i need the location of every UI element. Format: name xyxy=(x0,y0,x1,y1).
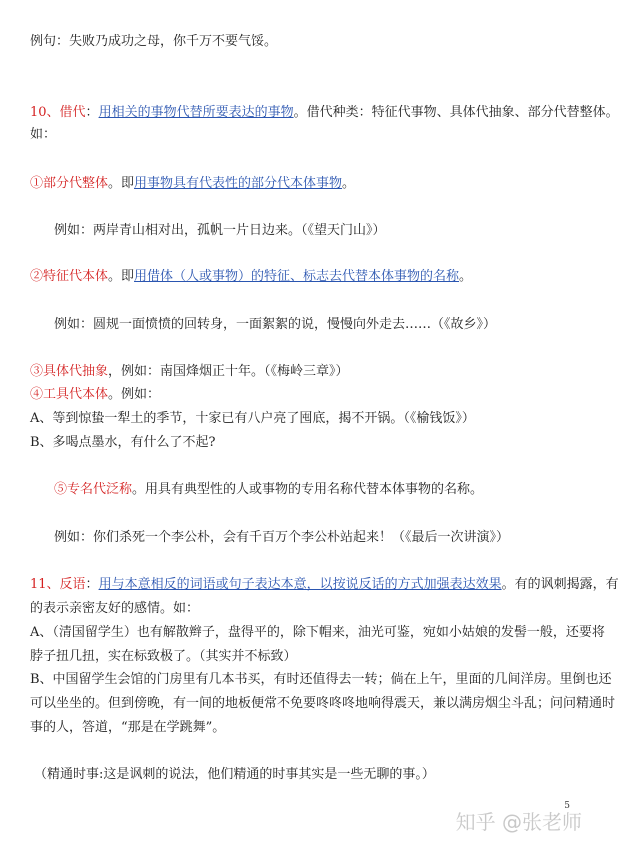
part4-title: ④工具代本体 xyxy=(30,387,109,402)
part3-title: ③具体代抽象 xyxy=(30,364,109,379)
part4-example-b xyxy=(30,434,216,452)
section-11-example-b3 xyxy=(30,719,225,737)
part4-lead: 。例如： xyxy=(108,387,161,402)
part2-example xyxy=(54,316,496,334)
part1-mid: 。即 xyxy=(108,176,135,191)
section-11-number: 11、反语 xyxy=(30,577,86,592)
section-11-example-b2 xyxy=(30,695,615,713)
part5-title: ⑤专名代泛称 xyxy=(54,482,133,497)
section-11-example-b3-text: 事的人，答道，“那是在学跳舞”。 xyxy=(30,720,226,735)
example-text: 例句：失败乃成功之母，你千万不要气馁。 xyxy=(30,34,278,49)
part2-end: 。 xyxy=(459,269,473,284)
part3-line xyxy=(30,363,349,381)
part5-heading-line xyxy=(54,481,483,499)
part2-heading-line xyxy=(30,268,472,286)
part3-example: ，例如：南国烽烟正十年。（《梅岭三章》） xyxy=(108,364,349,379)
section-11-example-a2-text: 脖子扭几扭，实在标致极了。（其实并不标致） xyxy=(30,649,297,664)
section-11-example-a2 xyxy=(30,648,297,666)
part1-end: 。 xyxy=(342,176,356,191)
section-10-definition[interactable]: 用相关的事物代替所要表达的事物 xyxy=(98,105,294,120)
part2-definition[interactable]: 用借体（人或事物）的特征、标志去代替本体事物的名称 xyxy=(134,269,460,284)
section-10-heading-line xyxy=(30,104,619,122)
section-11-example-a1 xyxy=(30,624,605,642)
part1-example-text: 例如：两岸青山相对出，孤帆一片日边来。（《望天门山》） xyxy=(54,223,386,238)
section-11-example-b2-text: 可以坐坐的。但到傍晚，有一间的地板便常不免要咚咚咚地响得震天，兼以满房烟尘斗乱；问问精通时 xyxy=(30,696,616,711)
part2-mid: 。即 xyxy=(108,269,135,284)
section-11-note-text: （精通时事:这是讽刺的说法，他们精通的时事其实是一些无聊的事。） xyxy=(34,767,435,782)
part4-line xyxy=(30,386,160,404)
section-11-example-b1-text: B、中国留学生会馆的门房里有几本书买，有时还值得去一转；倘在上午，里面的几间洋房。里倒也还 xyxy=(30,672,612,687)
part5-example xyxy=(54,529,509,547)
part1-definition[interactable]: 用事物具有代表性的部分代本体事物 xyxy=(134,176,343,191)
page-number: 5 xyxy=(564,801,570,811)
section-11-example-a1-text: A、（清国留学生）也有解散辫子，盘得平的，除下帽来，油光可鉴，宛如小姑娘的发髻一般，还要将 xyxy=(30,625,605,640)
part2-example-text: 例如：圆规一面愤愤的回转身，一面絮絮的说，慢慢向外走去……（《故乡》） xyxy=(54,317,497,332)
part1-example xyxy=(54,222,386,240)
section-11-example-b1 xyxy=(30,671,612,689)
section-10-colon: ： xyxy=(85,105,99,120)
part5-example-text: 例如：你们杀死一个李公朴，会有千百万个李公朴站起来！（《最后一次讲演》） xyxy=(54,530,510,545)
example-sentence-line xyxy=(30,33,277,51)
section-11-note xyxy=(34,766,435,784)
section-10-types-cont: 如： xyxy=(30,127,57,142)
section-11-definition[interactable]: 用与本意相反的词语或句子表达本意，以按说反话的方式加强表达效果 xyxy=(98,577,502,592)
part1-title: ①部分代整体 xyxy=(30,176,109,191)
section-11-colon: ： xyxy=(85,577,99,592)
section-10-heading-cont xyxy=(30,126,56,144)
part5-definition: 。用具有典型性的人或事物的专用名称代替本体事物的名称。 xyxy=(132,482,484,497)
part4-example-a xyxy=(30,410,475,428)
section-10-number: 10、借代 xyxy=(30,105,86,120)
section-10-types: 。借代种类：特征代事物、具体代抽象、部分代替整体。 xyxy=(293,105,619,120)
section-11-heading-cont xyxy=(30,600,199,618)
watermark: 知乎 @张老师 xyxy=(455,810,582,834)
part4-example-b-text: B、多喝点墨水，有什么了不起? xyxy=(30,435,216,450)
part2-title: ②特征代本体 xyxy=(30,269,109,284)
part1-heading-line xyxy=(30,175,355,193)
section-11-heading-line xyxy=(30,576,619,594)
section-11-rest-cont: 的表示亲密友好的感情。如： xyxy=(30,601,200,616)
section-11-rest: 。有的讽刺揭露，有 xyxy=(501,577,619,592)
part4-example-a-text: A、等到惊蛰一犁土的季节，十家已有八户亮了囤底，揭不开锅。（《榆钱饭》） xyxy=(30,411,475,426)
